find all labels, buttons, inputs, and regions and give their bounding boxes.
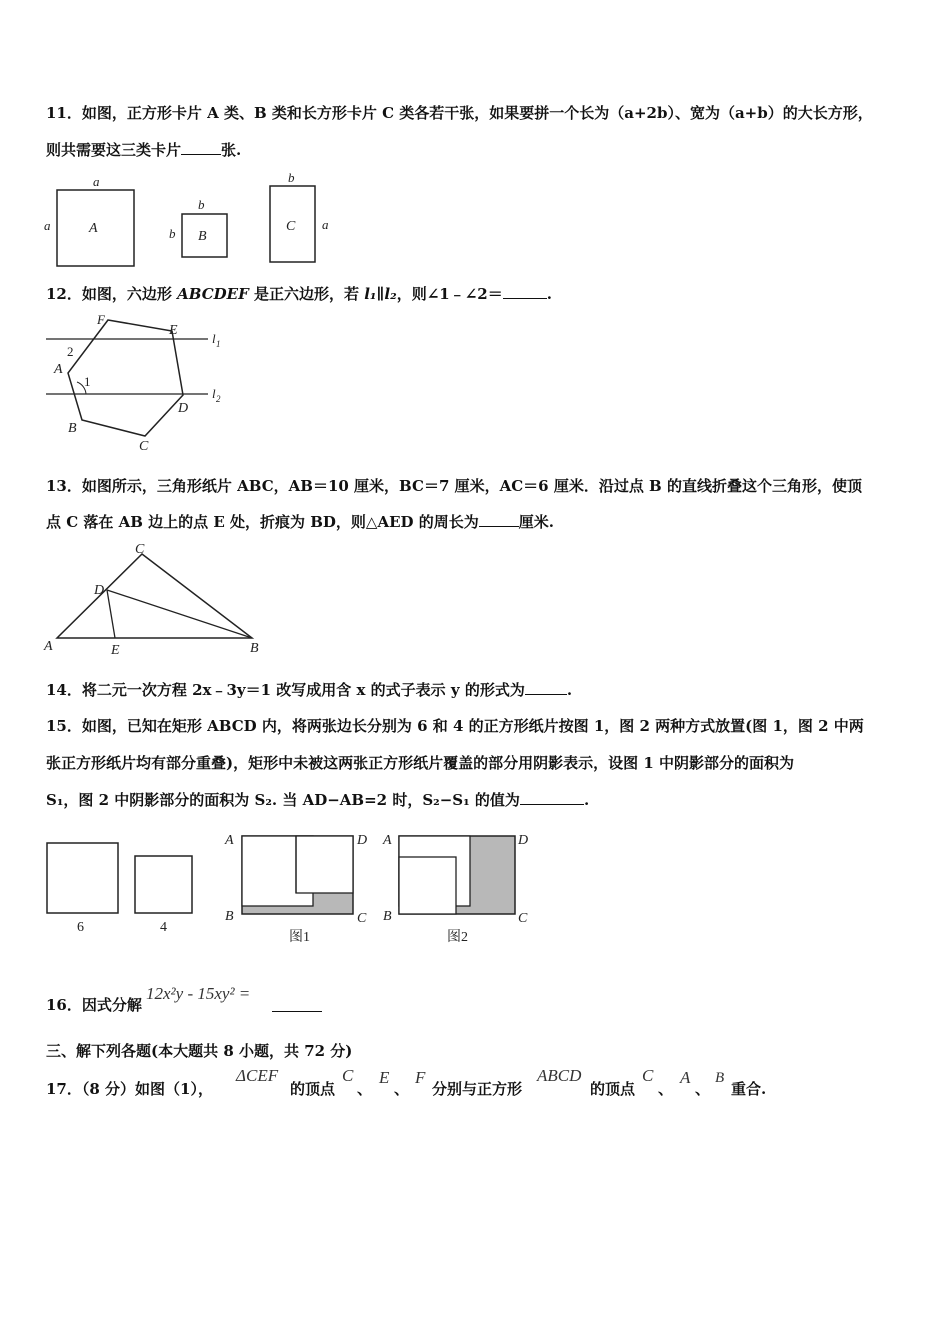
- crease-BD: [107, 590, 252, 638]
- q17-pre: 17．（8 分）如图（1），: [46, 1080, 213, 1098]
- vertex-F: F: [97, 312, 105, 327]
- label-l1: l: [212, 331, 216, 346]
- q15-squares-figure: [40, 822, 540, 947]
- q15-line3: [46, 790, 589, 810]
- q16-text: 16．因式分解: [46, 996, 142, 1014]
- fig2-C: C: [518, 911, 528, 926]
- card-B-top-label: b: [198, 197, 205, 212]
- label-l1-sub: 1: [216, 339, 221, 349]
- fig2-B: B: [383, 909, 392, 924]
- segment-DE: [107, 590, 115, 638]
- q15-line1: 15．如图，已知在矩形 ABCD 内，将两张边长分别为 6 和 4 的正方形纸片按图 1，图 2 两种方式放置(图 1，图 2 中两: [46, 717, 864, 735]
- q17-square-ABCD: ABCD: [537, 1066, 582, 1085]
- vertex-D: D: [178, 401, 189, 416]
- square-4: [135, 856, 192, 913]
- card-A-label: A: [89, 221, 98, 236]
- square-4-label: 4: [160, 920, 167, 935]
- q11-answer-blank[interactable]: [181, 140, 221, 155]
- vertex-C: C: [135, 542, 145, 557]
- q11-line2-post: 张.: [221, 141, 242, 159]
- fig1-C: C: [357, 911, 367, 926]
- vertex-B: B: [68, 421, 77, 436]
- q17-text-vertices2: 的顶点: [590, 1080, 636, 1098]
- fig2-A: A: [383, 833, 392, 848]
- q15-line3-pre: S₁，图 2 中阴影部分的面积为 S₂. 当 AD−AB=2 时，S₂−S₁ 的值为: [46, 791, 520, 809]
- q12-parallel-symbol: ∥: [376, 285, 385, 303]
- q17-text-coincide: 重合.: [731, 1080, 767, 1098]
- q11-line1: 11．如图，正方形卡片 A 类、B 类和长方形卡片 C 类各若干张，如果要拼一个长为（a+2b）、宽为（a+b）的大长方形，: [46, 104, 873, 122]
- q17-text-correspond: 分别与正方形: [432, 1080, 523, 1098]
- section-3-heading: 三、解下列各题(本大题共 8 小题，共 72 分): [46, 1042, 353, 1060]
- q12-text: [46, 284, 552, 304]
- card-A-top-label: a: [93, 174, 100, 189]
- fig1-D: D: [357, 833, 368, 848]
- fig1-B: B: [225, 909, 234, 924]
- fig1-square-4: [296, 836, 353, 893]
- card-B-left-label: b: [169, 226, 176, 241]
- vertex-A: A: [44, 639, 53, 654]
- q12-hexagon-figure: [40, 310, 240, 455]
- q11-line2: [46, 140, 241, 160]
- q11-line2-pre: 则共需要这三类卡片: [46, 141, 182, 159]
- q17-vertex2-C: C: [642, 1066, 654, 1085]
- card-B-label: B: [198, 229, 207, 244]
- q17-sep3: 、: [658, 1080, 674, 1098]
- q17-sep4: 、: [695, 1080, 711, 1098]
- q12-end: .: [546, 285, 552, 303]
- fig1-A: A: [225, 833, 234, 848]
- q14-post: .: [566, 681, 573, 699]
- q13-line2-pre: 点 C 落在 AB 边上的点 E 处，折痕为 BD，则△AED 的周长为: [46, 513, 479, 531]
- card-C-right-label: a: [322, 217, 329, 232]
- q17-sep2: 、: [394, 1080, 410, 1098]
- fig2-caption: 图2: [447, 930, 468, 945]
- point-E: E: [111, 643, 120, 658]
- q15-answer-blank[interactable]: [520, 790, 584, 805]
- q15-line3-post: .: [583, 791, 590, 809]
- q17-sep1: 、: [357, 1080, 373, 1098]
- q17-triangle-CEF: ΔCEF: [236, 1066, 279, 1085]
- angle-2-label: 2: [67, 344, 74, 359]
- q13-line2-post: 厘米.: [518, 513, 555, 531]
- card-C-label: C: [286, 219, 296, 234]
- q13-line1: 13．如图所示，三角形纸片 ABC，AB＝10 厘米，BC＝7 厘米，AC＝6 厘米．沿过点 B 的直线折叠这个三角形，使顶: [46, 477, 862, 495]
- q12-pre: 12．如图，六边形: [46, 285, 178, 303]
- q16-expression: 12x²y - 15xy² =: [146, 984, 251, 1003]
- q17-vertex-C: C: [342, 1066, 354, 1085]
- q11-cards-figure: [40, 172, 340, 272]
- q12-l2: l₂: [384, 285, 397, 303]
- point-D: D: [94, 583, 105, 598]
- q14-answer-blank[interactable]: [525, 680, 567, 695]
- fig1-caption: 图1: [289, 930, 310, 945]
- square-6-label: 6: [77, 920, 84, 935]
- q17-vertex2-B: B: [715, 1070, 725, 1086]
- fig2-square-4: [399, 857, 456, 914]
- q14-pre: 14．将二元一次方程 2x﹣3y＝1 改写成用含 x 的式子表示 y 的形式为: [46, 681, 525, 699]
- q13-triangle-figure: [40, 540, 270, 660]
- q17-vertex-F: F: [415, 1068, 426, 1087]
- q13-answer-blank[interactable]: [479, 512, 519, 527]
- q12-answer-blank[interactable]: [503, 284, 547, 299]
- vertex-E: E: [169, 323, 178, 338]
- q13-line2: [46, 512, 554, 532]
- q12-post: ，则∠1﹣∠2＝: [396, 285, 503, 303]
- label-l2: l: [212, 386, 216, 401]
- angle-1-label: 1: [84, 374, 91, 389]
- vertex-B: B: [250, 641, 259, 656]
- q12-l1: l₁: [364, 285, 377, 303]
- q12-hexagon-name: ABCDEF: [177, 285, 249, 303]
- vertex-C: C: [139, 439, 149, 454]
- q12-mid: 是正六边形，若: [248, 285, 365, 303]
- q14-text: [46, 680, 572, 700]
- card-A-left-label: a: [44, 218, 51, 233]
- vertex-A: A: [54, 362, 63, 377]
- q17-text-vertices: 的顶点: [290, 1080, 336, 1098]
- q16-answer-blank[interactable]: [272, 1011, 322, 1012]
- label-l2-sub: 2: [216, 394, 221, 404]
- triangle-ABC: [57, 554, 252, 638]
- square-6: [47, 843, 118, 913]
- card-C-top-label: b: [288, 172, 295, 185]
- q17-vertex2-A: A: [680, 1068, 691, 1087]
- q17-vertex-E: E: [379, 1068, 390, 1087]
- fig2-D: D: [518, 833, 529, 848]
- q15-line2: 张正方形纸片均有部分重叠)，矩形中未被这两张正方形纸片覆盖的部分用阴影表示，设图 1 中阴影部分的面积为: [46, 754, 794, 772]
